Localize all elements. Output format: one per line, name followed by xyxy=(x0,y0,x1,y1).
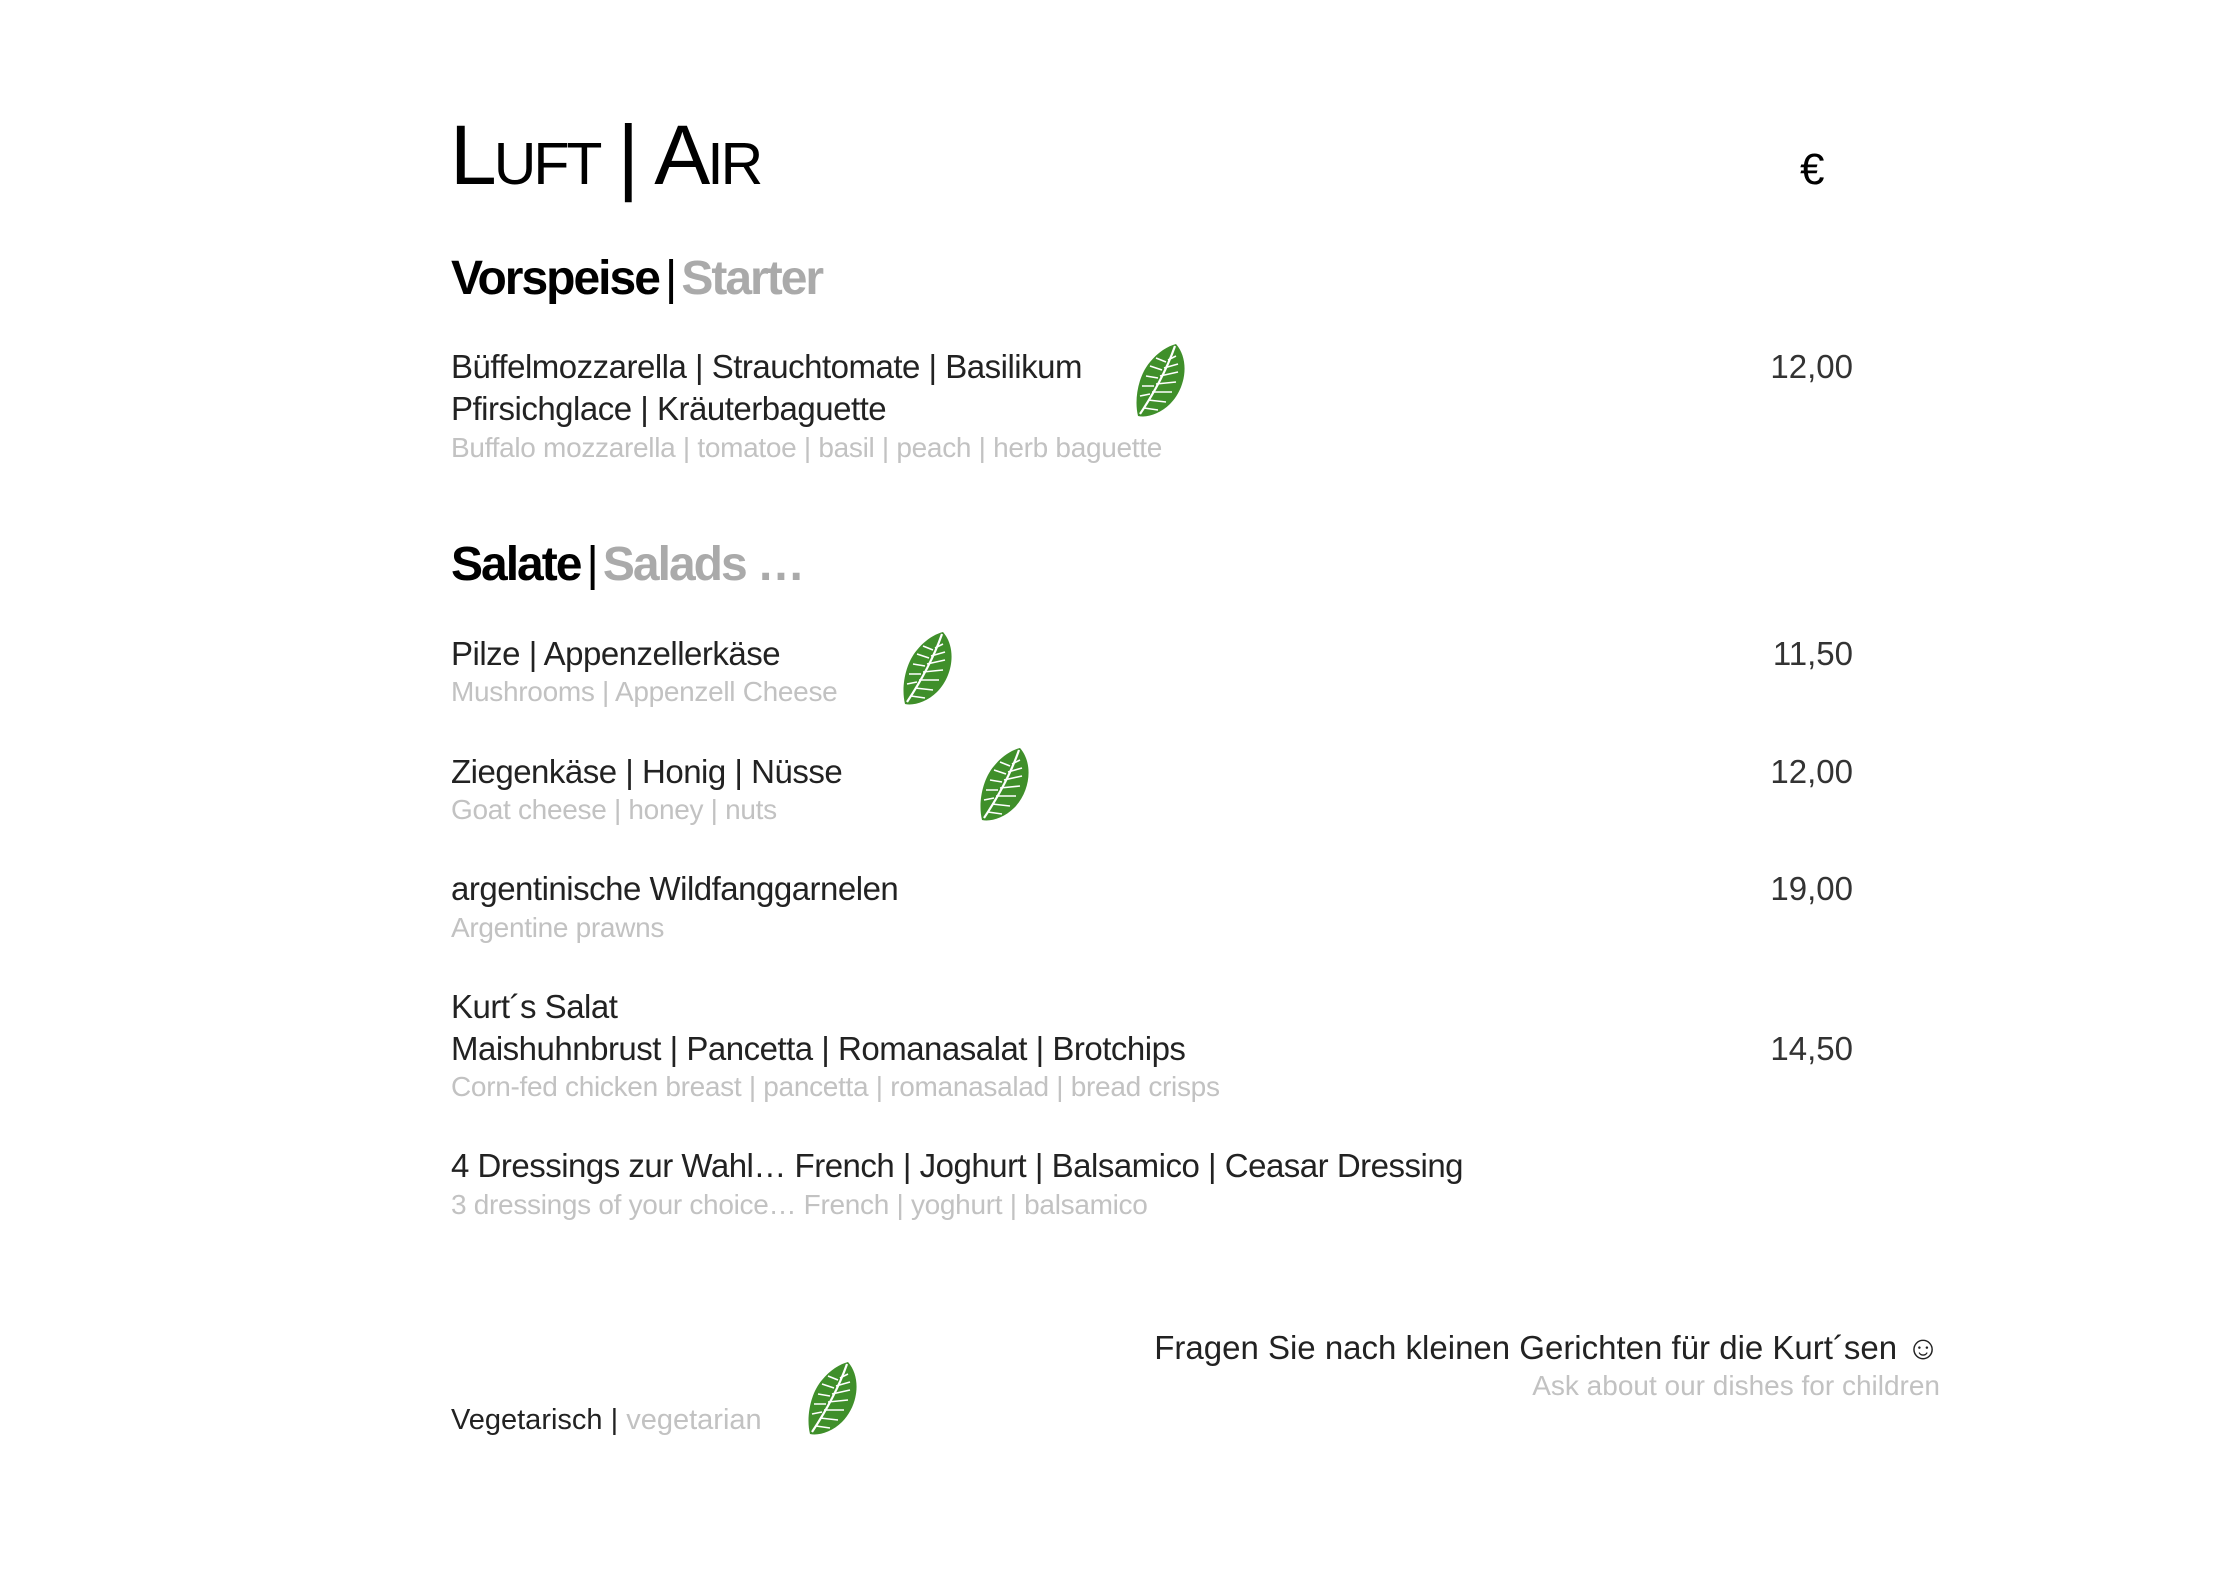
section-title-de: Vorspeise xyxy=(451,252,659,305)
dish-price: 14,50 xyxy=(1770,1030,1853,1067)
dish-name-line-2: Maishuhnbrust | Pancetta | Romanasalat | Brotchips xyxy=(451,1030,1186,1067)
section-title-en: Starter xyxy=(681,252,823,305)
dish-name-line-2: Pfirsichglace | Kräuterbaguette xyxy=(451,390,887,427)
dish-name: argentinische Wildfanggarnelen xyxy=(451,870,899,907)
leaf-icon xyxy=(976,744,1032,824)
dish-price: 12,00 xyxy=(1770,753,1853,790)
dish-price: 11,50 xyxy=(1772,635,1853,672)
section-separator: | xyxy=(664,252,676,305)
section-title-de: Salate xyxy=(451,538,581,591)
page-title xyxy=(450,108,761,202)
leaf-icon xyxy=(899,628,955,708)
dish-translation: Argentine prawns xyxy=(451,912,665,943)
dish-name: Kurt´s Salat xyxy=(451,988,618,1025)
page-title-de: Luft xyxy=(450,108,600,202)
children-note-translation: Ask about our dishes for children xyxy=(1532,1370,1940,1401)
children-note: Fragen Sie nach kleinen Gerichten für die Kurt´sen ☺ xyxy=(1154,1329,1940,1366)
leaf-icon xyxy=(1132,340,1188,420)
page-title-separator: | xyxy=(617,108,637,202)
legend-label-en: vegetarian xyxy=(626,1404,762,1436)
vegetarian-legend xyxy=(451,1406,762,1435)
section-heading-starter xyxy=(451,252,823,305)
section-heading-salads xyxy=(451,538,803,591)
currency-label: € xyxy=(1800,145,1825,194)
dish-translation: 3 dressings of your choice… French | yoghurt | balsamico xyxy=(451,1189,1148,1220)
dish-translation: Corn-fed chicken breast | pancetta | romanasalad | bread crisps xyxy=(451,1071,1220,1102)
section-separator: | xyxy=(586,538,597,591)
dish-price: 19,00 xyxy=(1770,870,1853,907)
section-title-en: Salads … xyxy=(602,538,803,591)
dish-translation: Mushrooms | Appenzell Cheese xyxy=(451,676,838,707)
dish-price: 12,00 xyxy=(1770,348,1853,385)
dish-name: 4 Dressings zur Wahl… French | Joghurt | Balsamico | Ceasar Dressing xyxy=(451,1147,1464,1184)
dish-name: Pilze | Appenzellerkäse xyxy=(451,635,781,672)
leaf-icon xyxy=(804,1358,860,1438)
legend-label-de: Vegetarisch xyxy=(451,1404,603,1436)
dish-name: Büffelmozzarella | Strauchtomate | Basilikum xyxy=(451,348,1082,385)
legend-separator: | xyxy=(610,1404,619,1436)
dish-translation: Goat cheese | honey | nuts xyxy=(451,794,777,825)
dish-name: Ziegenkäse | Honig | Nüsse xyxy=(451,753,843,790)
page-title-en: Air xyxy=(654,108,761,202)
dish-translation: Buffalo mozzarella | tomatoe | basil | peach | herb baguette xyxy=(451,432,1163,463)
